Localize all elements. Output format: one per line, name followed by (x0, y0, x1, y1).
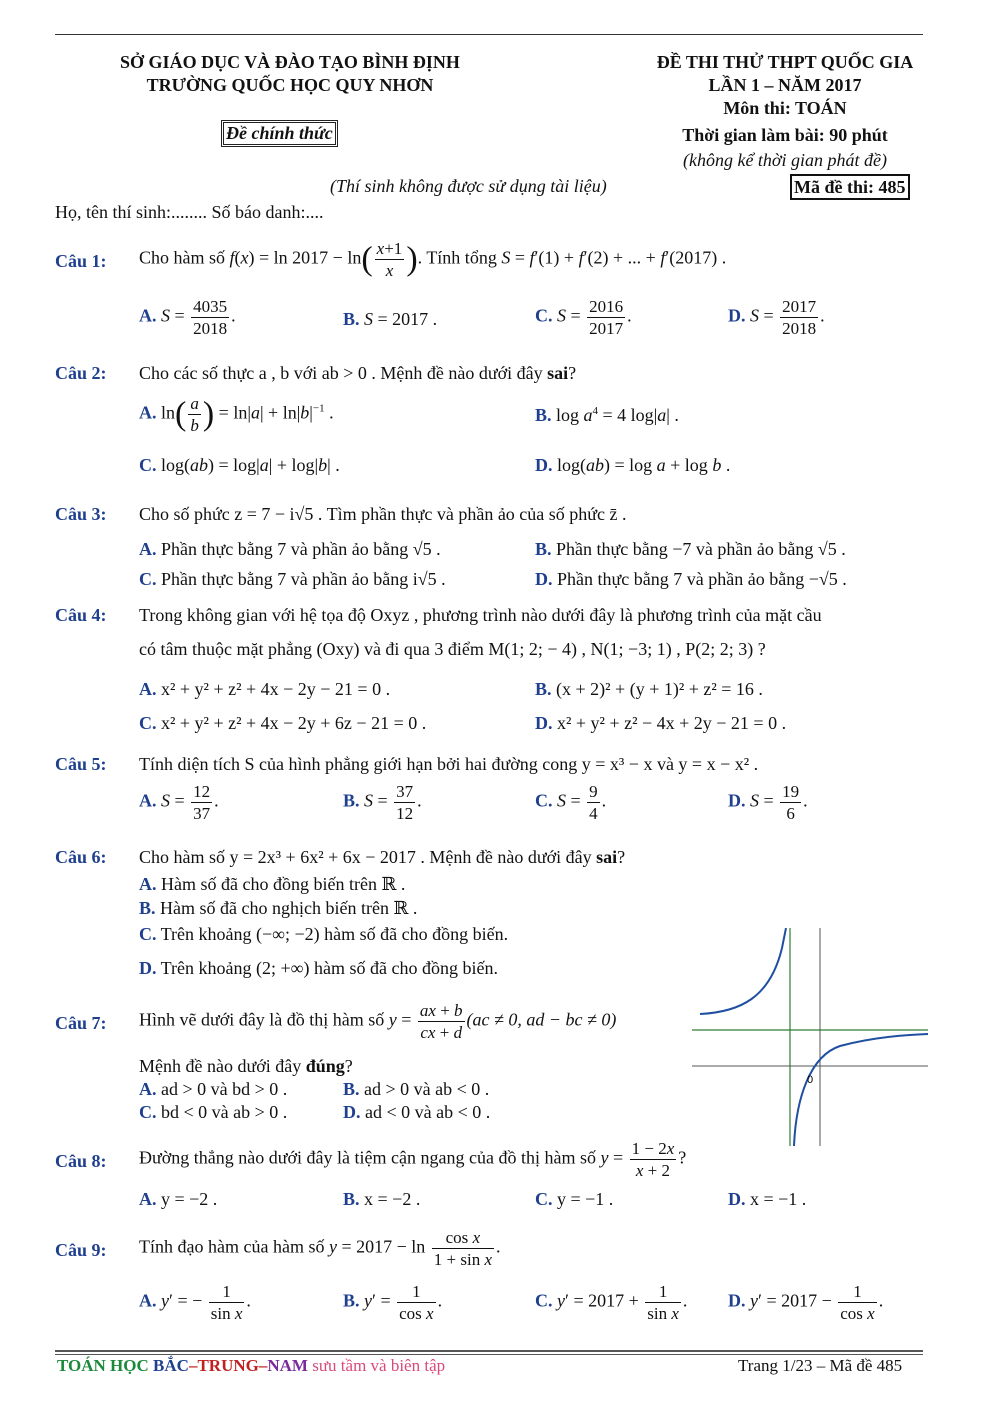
q6-option-d[interactable]: D. Trên khoảng (2; +∞) hàm số đã cho đồng biến. (139, 958, 498, 978)
q5-label: Câu 5: (55, 754, 107, 774)
q7-graph-right-branch (794, 1034, 928, 1146)
q5-stem: Tính diện tích S của hình phẳng giới hạn bởi hai đường cong y = x³ − x và y = x − x² . (139, 754, 759, 774)
q2-stem: Cho các số thực a , b với ab > 0 . Mệnh đề nào dưới đây sai? (139, 363, 577, 383)
footer-rule-thin (55, 1354, 923, 1355)
q9-option-d[interactable]: D. y′ = 2017 − $\frac{1}{\text{cos x}}$ . (728, 1282, 884, 1323)
q4-stem-line2: có tâm thuộc mặt phẳng (Oxy) và đi qua 3 điểm M(1; 2; − 4) , N(1; −3; 1) , P(2; 2; 3) ? (139, 639, 766, 659)
q7-graph-origin-label: 0 (807, 1074, 814, 1086)
q7-option-d[interactable]: D. ad < 0 và ab < 0 . (343, 1102, 491, 1122)
q2-option-a[interactable]: A. ln( $\frac{a}{b}$ ) = $\ln|a| + \ln|b|^{-1}$ . (139, 394, 334, 435)
q8-label: Câu 8: (55, 1151, 107, 1171)
q6-label: Câu 6: (55, 847, 107, 867)
q3-stem: Cho số phức z = 7 − i√5 . Tìm phần thực và phần ảo của số phức z̄ . (139, 504, 627, 524)
q9-option-a[interactable]: A. y′ = − $\frac{1}{\text{sin x}}$ . (139, 1282, 251, 1323)
q5-option-c[interactable]: C. S = $\frac{9}{4}$ . (535, 782, 607, 823)
q5-option-b[interactable]: B. S = $\frac{37}{12}$ . (343, 782, 422, 823)
exam-title: ĐỀ THI THỬ THPT QUỐC GIA (656, 52, 914, 72)
q6-stem: Cho hàm số y = 2x³ + 6x² + 6x − 2017 . Mệnh đề nào dưới đây sai? (139, 847, 626, 867)
exam-code: Mã đề thi: 485 (790, 174, 910, 200)
q5-option-d[interactable]: D. S = $\frac{19}{6}$ . (728, 782, 808, 823)
q7-graph-left-branch (700, 928, 786, 1014)
q3-option-b[interactable]: B. Phần thực bằng −7 và phần ảo bằng √5 . (535, 539, 846, 559)
q4-option-a[interactable]: A. x² + y² + z² + 4x − 2y − 21 = 0 . (139, 679, 391, 699)
q8-stem: Đường thẳng nào dưới đây là tiệm cận ngang của đồ thị hàm số y = $\frac{1 - 2x}{x + 2}$ ? (139, 1139, 687, 1180)
note: (Thí sinh không được sử dụng tài liệu) (330, 176, 607, 196)
school-name: TRƯỜNG QUỐC HỌC QUY NHƠN (146, 75, 434, 95)
q8-option-c[interactable]: C. y = −1 . (535, 1189, 614, 1209)
q3-option-a[interactable]: A. Phần thực bằng 7 và phần ảo bằng √5 . (139, 539, 441, 559)
q1-option-a[interactable]: A. S = $\frac{4035}{2018}$ . (139, 297, 236, 338)
q8-option-d[interactable]: D. x = −1 . (728, 1189, 807, 1209)
q8-option-b[interactable]: B. x = −2 . (343, 1189, 421, 1209)
q3-label: Câu 3: (55, 504, 107, 524)
q3-option-d[interactable]: D. Phần thực bằng 7 và phần ảo bằng −√5 . (535, 569, 847, 589)
q2-option-b[interactable]: B. $\log a^4 = 4$ log|a| . (535, 405, 679, 425)
department-name: SỞ GIÁO DỤC VÀ ĐÀO TẠO BÌNH ĐỊNH (120, 52, 460, 72)
q6-option-b[interactable]: B. Hàm số đã cho nghịch biến trên ℝ . (139, 898, 418, 918)
q9-label: Câu 9: (55, 1240, 107, 1260)
q1-option-d[interactable]: D. S = $\frac{2017}{2018}$ . (728, 297, 825, 338)
q4-label: Câu 4: (55, 605, 107, 625)
q7-option-b[interactable]: B. ad > 0 và ab < 0 . (343, 1079, 490, 1099)
footer-page-number: Trang 1/23 – Mã đề 485 (738, 1356, 903, 1375)
candidate-line: Họ, tên thí sinh:........ Số báo danh:.... (55, 202, 324, 222)
q9-option-c[interactable]: C. y′ = 2017 + $\frac{1}{\text{sin x}}$ . (535, 1282, 688, 1323)
q1-label: Câu 1: (55, 251, 107, 271)
q2-option-c[interactable]: C. log(ab) = log|a| + log|b| . (139, 455, 340, 475)
q6-option-c[interactable]: C. Trên khoảng (−∞; −2) hàm số đã cho đồng biến. (139, 924, 509, 944)
q4-option-c[interactable]: C. x² + y² + z² + 4x − 2y + 6z − 21 = 0 . (139, 713, 427, 733)
q7-option-a[interactable]: A. ad > 0 và bd > 0 . (139, 1079, 288, 1099)
q1-option-c[interactable]: C. S = $\frac{2016}{2017}$ . (535, 297, 632, 338)
q6-option-a[interactable]: A. Hàm số đã cho đồng biến trên ℝ . (139, 874, 406, 894)
official-badge: Đề chính thức (223, 122, 336, 145)
q9-option-b[interactable]: B. y′ = $\frac{1}{\text{cos x}}$ . (343, 1282, 443, 1323)
q3-option-c[interactable]: C. Phần thực bằng 7 và phần ảo bằng i√5 . (139, 569, 446, 589)
q9-stem: Tính đạo hàm của hàm số y = 2017 − ln $\frac{\text{cos x}}{\text{1 + sin x}}$ . (139, 1228, 501, 1269)
q5-option-a[interactable]: A. S = $\frac{12}{37}$ . (139, 782, 219, 823)
top-rule (55, 34, 923, 35)
q7-hyperbola-graph (690, 928, 930, 1148)
q7-stem-line2: Mệnh đề nào dưới đây đúng? (139, 1056, 353, 1076)
duration: Thời gian làm bài: 90 phút (682, 125, 888, 145)
q1-option-b[interactable]: B. S = 2017 . (343, 309, 438, 329)
q1-stem: Cho hàm số f(x) = ln 2017 − ln( $\frac{x+1}{x}$ ). Tính tổng S = f′(1) + f′(2) + ... + f′(2017) . (139, 239, 727, 280)
footer-rule (55, 1350, 923, 1352)
subject: Môn thi: TOÁN (723, 98, 847, 118)
q7-stem: Hình vẽ dưới đây là đồ thị hàm số y = $\frac{ax + b}{cx + d}$ (ac ≠ 0, ad − bc ≠ 0) (139, 1001, 617, 1042)
q7-option-c[interactable]: C. bd < 0 và ab > 0 . (139, 1102, 288, 1122)
exam-round: LẦN 1 – NĂM 2017 (708, 75, 862, 95)
q4-option-b[interactable]: B. (x + 2)² + (y + 1)² + z² = 16 . (535, 679, 763, 699)
q2-label: Câu 2: (55, 363, 107, 383)
duration-note: (không kể thời gian phát đề) (682, 150, 888, 170)
q2-option-d[interactable]: D. log(ab) = log a + log b . (535, 455, 731, 475)
q4-option-d[interactable]: D. x² + y² + z² − 4x + 2y − 21 = 0 . (535, 713, 787, 733)
q4-stem-line1: Trong không gian với hệ tọa độ Oxyz , phương trình nào dưới đây là phương trình của mặt cầu (139, 605, 822, 625)
q7-label: Câu 7: (55, 1013, 107, 1033)
footer-credit: TOÁN HỌC BẮC–TRUNG–NAM sưu tầm và biên tập (57, 1356, 446, 1375)
q8-option-a[interactable]: A. y = −2 . (139, 1189, 218, 1209)
